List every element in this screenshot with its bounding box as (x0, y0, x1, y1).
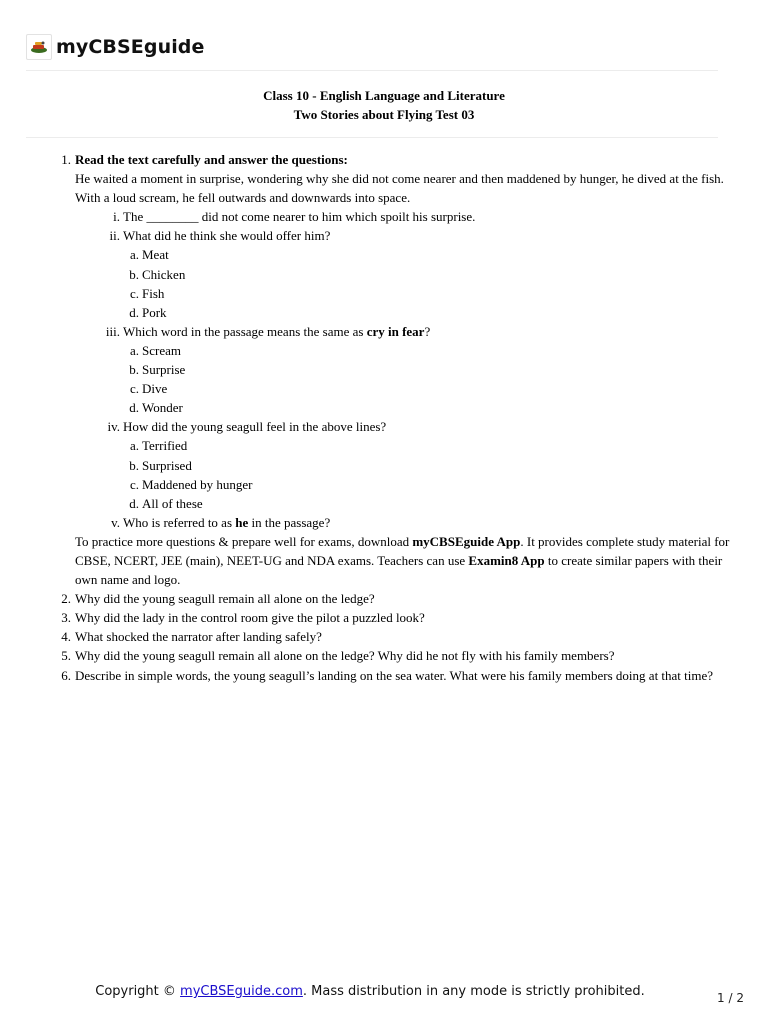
header-divider (26, 70, 718, 71)
question-1 (61, 150, 730, 169)
option: c. Fish (129, 285, 165, 301)
question-5: 5. Why did the young seagull remain all alone on the ledge? Why did he not fly with his family members? (61, 648, 615, 664)
header (26, 32, 205, 62)
question-6: 6. Describe in simple words, the young seagull’s landing on the sea water. What were his family members doing at that time? (61, 667, 714, 683)
question-4: 4. What shocked the narrator after landing safely? (61, 629, 322, 645)
sub-question-v: v. Who is referred to as he in the passage? (111, 514, 331, 530)
sub-question-ii: ii. What did he think she would offer him? (109, 228, 331, 244)
sub-question-iv: iv. How did the young seagull feel in the above lines? (107, 419, 387, 435)
page-title (0, 86, 768, 124)
option: a. Terrified (129, 438, 188, 454)
option: b. Chicken (129, 266, 186, 282)
title-divider (26, 137, 718, 138)
option: d. Pork (129, 304, 167, 320)
footer-copyright: Copyright © myCBSEguide.com. Mass distribution in any mode is strictly prohibited. (95, 984, 645, 999)
logo-icon[interactable] (26, 34, 52, 60)
passage-text: He waited a moment in surprise, wondering why she did not come nearer and then maddened by hunger, he dived at the fish. With a loud scream, he fell outwards and downwards into space. (75, 171, 724, 206)
option: b. Surprised (129, 457, 192, 473)
footer-link[interactable]: myCBSEguide.com (180, 984, 303, 999)
option: d. Wonder (129, 400, 183, 416)
question-2: 2. Why did the young seagull remain all alone on the ledge? (61, 591, 375, 607)
option: a. Scream (129, 342, 181, 358)
sub-question-iii: iii. Which word in the passage means the same as cry in fear? (105, 323, 431, 339)
question-list (61, 150, 730, 685)
option: b. Surprise (129, 362, 186, 378)
brand-name[interactable]: myCBSEguide (56, 36, 205, 58)
option: a. Meat (129, 247, 169, 263)
title-class: Class 10 - English Language and Literature (263, 88, 505, 103)
title-test: Two Stories about Flying Test 03 (293, 107, 475, 122)
promo-text: To practice more questions & prepare well for exams, download myCBSEguide App. It provides complete study material for CBSE, NCERT, JEE (main), NEET-UG and NDA exams. Teachers can use Examin8 App to create similar papers with their own name and logo. (75, 533, 730, 588)
sub-question-i: i. The ________ did not come nearer to him which spoilt his surprise. (113, 209, 476, 225)
question-heading: Read the text carefully and answer the questions: (75, 152, 348, 167)
option: c. Maddened by hunger (129, 476, 253, 492)
page-number: 1 / 2 (717, 991, 744, 1005)
option: d. All of these (129, 495, 203, 511)
question-3: 3. Why did the lady in the control room give the pilot a puzzled look? (61, 610, 425, 626)
option: c. Dive (129, 381, 168, 397)
question-number: 1. (61, 152, 71, 167)
